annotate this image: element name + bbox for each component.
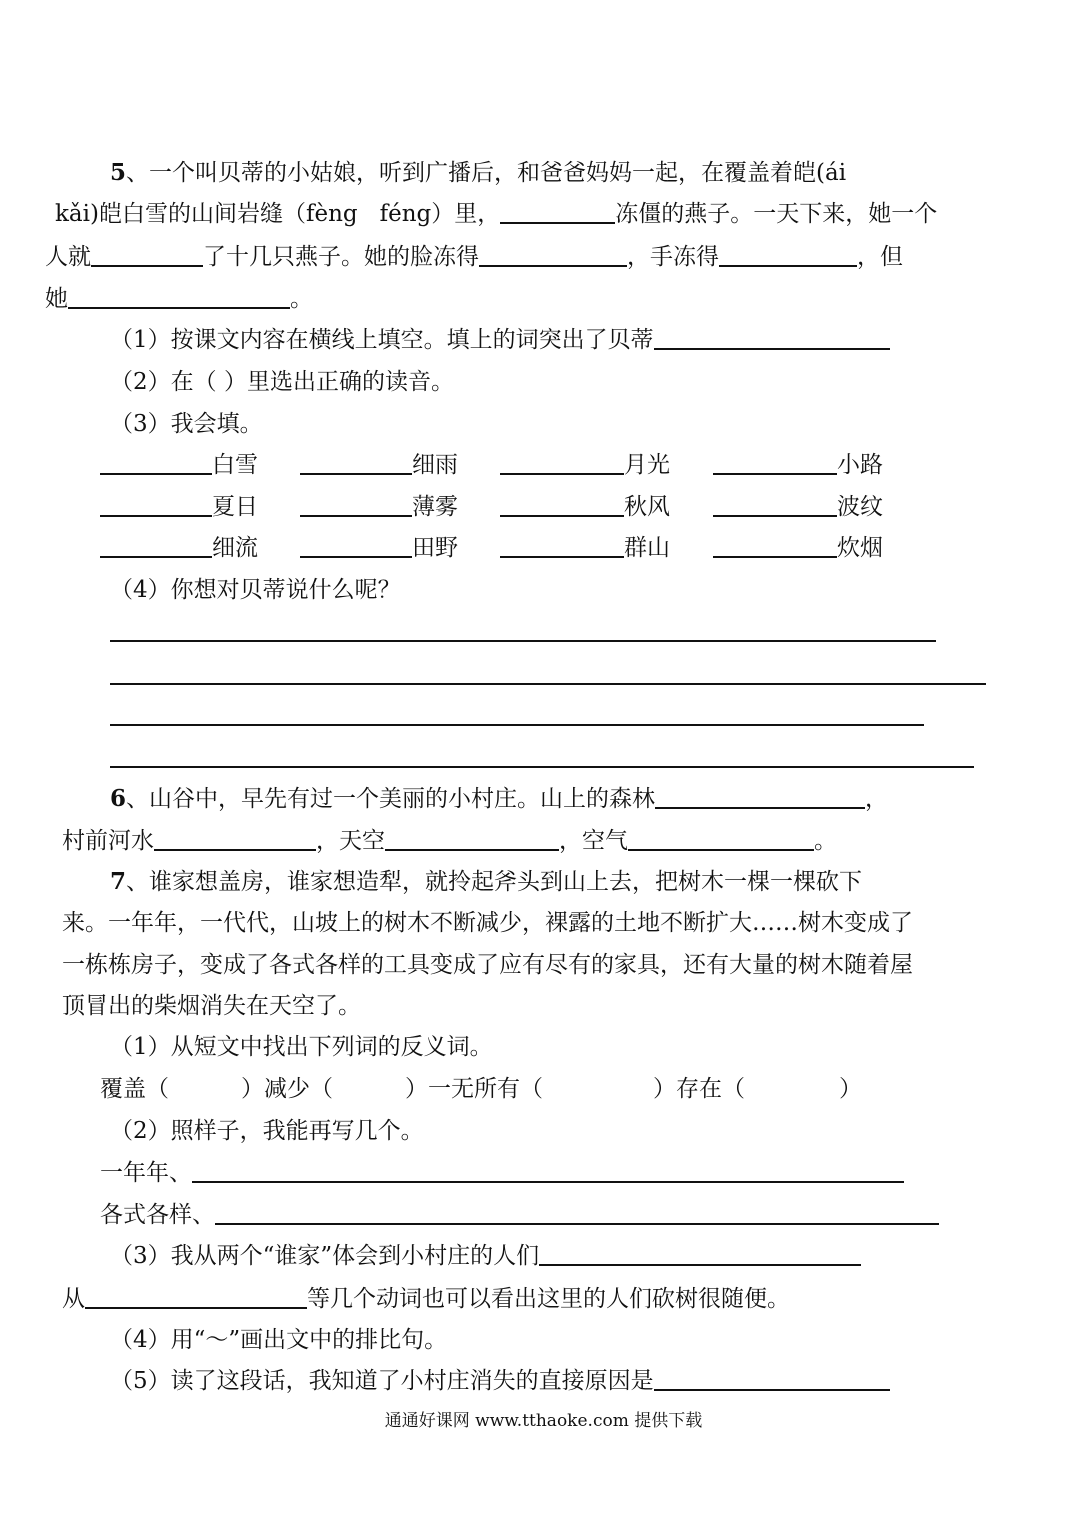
q7-example-1: [100, 1158, 904, 1188]
answer-line[interactable]: [110, 640, 936, 642]
q5-line-2: [55, 199, 937, 229]
answer-line[interactable]: [110, 724, 924, 726]
q5-sub2-text: （2）在（ ）里选出正确的读音。: [110, 369, 454, 395]
q5-text-d1: 她: [45, 286, 68, 312]
q7-antonym-row: [100, 1074, 862, 1104]
grid-cell: [500, 492, 670, 522]
q7-example-2: [100, 1200, 939, 1230]
grid-word: 细流: [212, 535, 258, 561]
grid-blank[interactable]: [500, 534, 624, 558]
q6-number: 6: [110, 785, 127, 812]
q7-sub3-blank-2[interactable]: [85, 1285, 307, 1309]
example-blank[interactable]: [192, 1159, 904, 1183]
grid-blank[interactable]: [100, 451, 212, 475]
q5-sub-3: [110, 409, 263, 439]
grid-word: 白雪: [212, 452, 258, 478]
q6-text-a: 、山谷中，早先有过一个美丽的小村庄。山上的森林: [126, 786, 656, 812]
grid-word: 秋风: [624, 494, 670, 520]
q5-sub3-text: （3）我会填。: [110, 411, 263, 437]
antonym-label: ）: [839, 1076, 862, 1102]
grid-blank[interactable]: [100, 493, 212, 517]
q7-line-3: [62, 950, 913, 980]
q7-sub5-blank[interactable]: [654, 1367, 890, 1391]
grid-row-3: [100, 533, 258, 563]
grid-cell: [713, 492, 883, 522]
q5-text-c1: 人就: [45, 244, 91, 270]
q6-line-1: [110, 784, 888, 814]
q6-text-b3: ，空气: [559, 828, 628, 854]
q5-text-a: 、一个叫贝蒂的小姑娘，听到广播后，和爸爸妈妈一起，在覆盖着皑(ái: [126, 160, 847, 186]
grid-blank[interactable]: [100, 534, 212, 558]
q7-sub-2: [110, 1116, 424, 1146]
q7-line-4: [62, 991, 361, 1021]
antonym-label: ）一无所有（: [405, 1076, 543, 1102]
q5-sub4-text: （4）你想对贝蒂说什么呢？: [110, 577, 401, 603]
grid-cell: [500, 450, 670, 480]
q5-blank-5[interactable]: [68, 285, 290, 309]
q5-line-4: [45, 284, 313, 314]
q6-blank-2[interactable]: [154, 827, 316, 851]
q7-p2: 来。一年年，一代代，山坡上的树木不断减少，裸露的土地不断扩大……树木变成了: [62, 910, 913, 936]
q5-text-b3: 冻僵的燕子。一天下来，她一个: [615, 201, 938, 227]
grid-blank[interactable]: [300, 534, 412, 558]
q5-blank-3[interactable]: [479, 243, 627, 267]
q6-blank-4[interactable]: [628, 827, 814, 851]
q5-text-c3: ，手冻得: [627, 244, 719, 270]
q5-sub1-text: （1）按课文内容在横线上填空。填上的词突出了贝蒂: [110, 327, 654, 353]
q7-number: 7: [110, 868, 127, 895]
q7-p3: 一栋栋房子，变成了各式各样的工具变成了应有尽有的家具，还有大量的树木随着屋: [62, 952, 913, 978]
grid-row-2: [100, 492, 258, 522]
q5-sub-4: [110, 575, 401, 605]
q5-sub1-blank[interactable]: [654, 326, 890, 350]
example-label: 一年年、: [100, 1160, 192, 1186]
grid-word: 田野: [412, 535, 458, 561]
q6-line-2: [62, 826, 837, 856]
q5-blank-4[interactable]: [719, 243, 857, 267]
q7-sub3a-text: （3）我从两个“谁家”体会到小村庄的人们: [110, 1243, 540, 1269]
grid-word: 群山: [624, 535, 670, 561]
grid-word: 细雨: [412, 452, 458, 478]
grid-cell: [500, 533, 670, 563]
q5-number: 5: [110, 159, 127, 186]
grid-blank[interactable]: [713, 493, 837, 517]
q6-text-b4: 。: [814, 828, 837, 854]
q7-p4: 顶冒出的柴烟消失在天空了。: [62, 993, 361, 1019]
example-label: 各式各样、: [100, 1202, 215, 1228]
grid-blank[interactable]: [500, 451, 624, 475]
grid-word: 夏日: [212, 494, 258, 520]
q7-line-1: [110, 867, 862, 897]
answer-line[interactable]: [110, 766, 974, 768]
grid-blank[interactable]: [300, 493, 412, 517]
q7-sub5-text: （5）读了这段话，我知道了小村庄消失的直接原因是: [110, 1368, 654, 1394]
q7-p1: 、谁家想盖房，谁家想造犁，就拎起斧头到山上去，把树木一棵一棵砍下: [126, 869, 863, 895]
q7-sub-3b: [62, 1284, 790, 1314]
grid-cell: [300, 450, 458, 480]
q5-blank-1[interactable]: [500, 200, 615, 224]
q7-sub-3a: [110, 1241, 861, 1271]
grid-word: 波纹: [837, 494, 883, 520]
q5-line-3: [45, 242, 903, 272]
page-footer: 通通好课网 www.tthaoke.com 提供下载: [384, 1411, 703, 1431]
q7-sub4-text: （4）用“～”画出文中的排比句。: [110, 1327, 448, 1353]
q6-text-b2: ，天空: [316, 828, 385, 854]
grid-cell: [300, 492, 458, 522]
q6-blank-3[interactable]: [385, 827, 559, 851]
grid-blank[interactable]: [500, 493, 624, 517]
example-blank[interactable]: [215, 1201, 939, 1225]
grid-word: 月光: [624, 452, 670, 478]
q7-sub-1: [110, 1032, 493, 1062]
grid-word: 小路: [837, 452, 883, 478]
grid-blank[interactable]: [713, 451, 837, 475]
q5-text-c2: 了十几只燕子。她的脸冻得: [203, 244, 479, 270]
q7-sub-4: [110, 1325, 447, 1355]
q7-sub1-text: （1）从短文中找出下列词的反义词。: [110, 1034, 493, 1060]
q5-sub-2: [110, 367, 454, 397]
antonym-label: 覆盖（: [100, 1076, 169, 1102]
q7-sub3b-from: 从: [62, 1286, 85, 1312]
antonym-label: ）减少（: [241, 1076, 333, 1102]
grid-row-1: [100, 450, 258, 480]
antonym-label: ）存在（: [653, 1076, 745, 1102]
q5-blank-2[interactable]: [91, 243, 203, 267]
grid-cell: [713, 450, 883, 480]
q5-sub-1: [110, 325, 890, 355]
q6-text-a2: ，: [865, 786, 889, 812]
grid-word: 薄雾: [412, 494, 458, 520]
q5-text-b: kǎi)皑白雪的山间岩缝（fèng: [55, 201, 358, 227]
grid-word: 炊烟: [837, 535, 883, 561]
grid-cell: [300, 533, 458, 563]
answer-line[interactable]: [110, 683, 986, 685]
q5-line-1: [110, 158, 846, 188]
q7-sub3b-text: 等几个动词也可以看出这里的人们砍树很随便。: [307, 1286, 790, 1312]
q5-text-c4: ，但: [857, 244, 903, 270]
q7-sub2-text: （2）照样子，我能再写几个。: [110, 1118, 424, 1144]
grid-cell: [713, 533, 883, 563]
q7-line-2: [62, 908, 913, 938]
grid-blank[interactable]: [713, 534, 837, 558]
q5-text-b2: féng）里，: [379, 201, 501, 227]
q7-sub3-blank-1[interactable]: [539, 1242, 861, 1266]
q6-blank-1[interactable]: [655, 785, 865, 809]
grid-blank[interactable]: [300, 451, 412, 475]
q7-sub-5: [110, 1366, 890, 1396]
q6-text-b1: 村前河水: [62, 828, 154, 854]
q5-text-d2: 。: [290, 286, 313, 312]
